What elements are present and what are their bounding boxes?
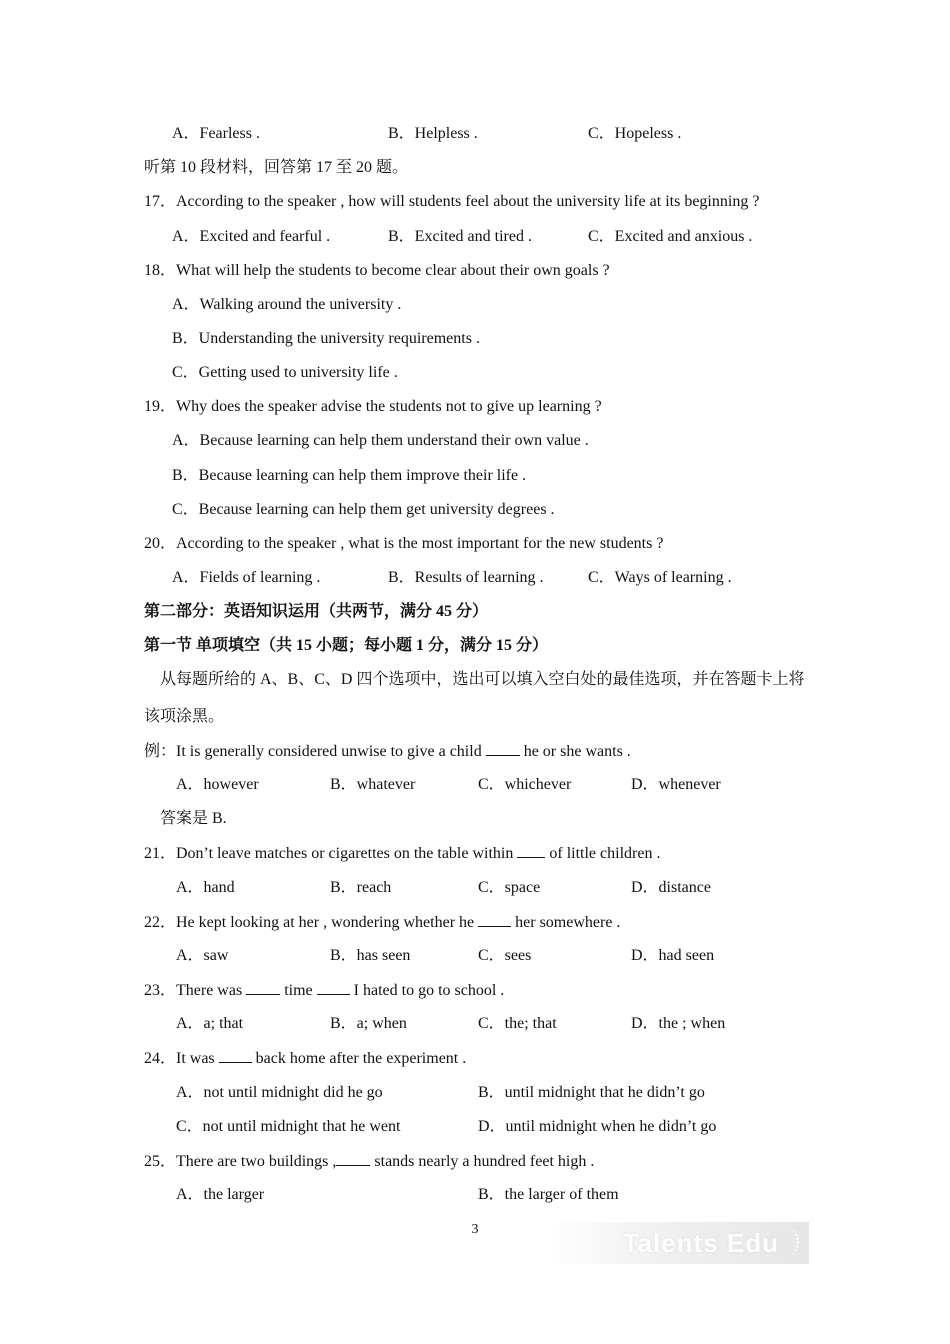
q24-stem	[144, 1048, 466, 1069]
q23-option-c: C．the; that	[478, 1015, 557, 1032]
q23-option-d: D．the ; when	[631, 1015, 726, 1032]
q21-option-b: B．reach	[330, 879, 392, 896]
q17-option-a: A．Excited and fearful .	[172, 228, 331, 245]
q23-option-a: A．a; that	[176, 1015, 244, 1032]
instructions-line2: 该项涂黑。	[144, 708, 225, 725]
q22-blank	[478, 912, 511, 927]
q18-option-b: B．Understanding the university requirements .	[172, 330, 480, 347]
q22-option-a: A．saw	[176, 947, 229, 964]
q21-stem	[144, 843, 660, 864]
example-option-a: A．however	[176, 776, 259, 793]
example-blank	[486, 741, 520, 756]
q17-option-c: C．Excited and anxious .	[588, 228, 753, 245]
q17-stem: 17．According to the speaker , how will students feel about the university life at its beginning ?	[144, 193, 760, 210]
q24-option-a: A．not until midnight did he go	[176, 1084, 383, 1101]
example-option-d: D．whenever	[631, 776, 721, 793]
q18-option-a: A．Walking around the university .	[172, 296, 402, 313]
section10-instruction: 听第 10 段材料，回答第 17 至 20 题。	[144, 159, 409, 176]
q24-stem-pre: 24．It was	[144, 1050, 219, 1067]
q25-stem-pre: 25．There are two buildings ,	[144, 1153, 337, 1170]
part2-heading: 第二部分：英语知识运用（共两节，满分 45 分）	[144, 603, 489, 620]
q24-option-d: D．until midnight when he didn’t go	[478, 1118, 717, 1135]
q25-option-a: A．the larger	[176, 1186, 265, 1203]
q16-option-a: A．Fearless .	[172, 125, 260, 142]
q22-option-c: C．sees	[478, 947, 532, 964]
q20-stem: 20．According to the speaker , what is the most important for the new students ?	[144, 535, 664, 552]
q19-stem: 19．Why does the speaker advise the students not to give up learning ?	[144, 398, 602, 415]
q24-option-b: B．until midnight that he didn’t go	[478, 1084, 705, 1101]
q21-stem-post: of little children .	[545, 845, 661, 862]
q23-option-b: B．a; when	[330, 1015, 407, 1032]
q19-option-a: A．Because learning can help them understand their own value .	[172, 432, 589, 449]
q22-stem-pre: 22．He kept looking at her , wondering whether he	[144, 914, 479, 931]
example-answer: 答案是 B.	[160, 810, 227, 827]
q17-option-b: B．Excited and tired .	[388, 228, 532, 245]
example-option-c: C．whichever	[478, 776, 572, 793]
q16-option-c: C．Hopeless .	[588, 125, 682, 142]
q20-option-a: A．Fields of learning .	[172, 569, 321, 586]
q19-option-b: B．Because learning can help them improve their life .	[172, 467, 527, 484]
q21-option-a: A．hand	[176, 879, 235, 896]
q25-blank	[336, 1151, 370, 1166]
q23-blank-2	[317, 980, 350, 995]
q24-option-c: C．not until midnight that he went	[176, 1118, 401, 1135]
watermark-logo	[548, 1222, 809, 1264]
q23-stem-post: I hated to go to school .	[349, 982, 505, 999]
q21-option-c: C．space	[478, 879, 541, 896]
instructions-line1: 从每题所给的 A、B、C、D 四个选项中，选出可以填入空白处的最佳选项，并在答题卡上将	[160, 671, 805, 688]
q23-blank-1	[246, 980, 280, 995]
example-option-b: B．whatever	[330, 776, 416, 793]
q23-stem	[144, 980, 504, 1001]
q22-option-b: B．has seen	[330, 947, 411, 964]
q24-stem-post: back home after the experiment .	[251, 1050, 467, 1067]
q16-option-b: B．Helpless .	[388, 125, 478, 142]
page-number: 3	[471, 1222, 479, 1237]
q25-option-b: B．the larger of them	[478, 1186, 619, 1203]
example-stem-post: he or she wants .	[519, 743, 631, 760]
q24-blank	[219, 1048, 252, 1063]
q25-stem-post: stands nearly a hundred feet high .	[370, 1153, 595, 1170]
q20-option-c: C．Ways of learning .	[588, 569, 732, 586]
q19-option-c: C．Because learning can help them get university degrees .	[172, 501, 555, 518]
q21-blank	[517, 843, 545, 858]
q23-stem-pre: 23．There was	[144, 982, 247, 999]
example-stem-pre: 例：It is generally considered unwise to give a child	[144, 743, 486, 760]
watermark-text: Talents Edu	[622, 1228, 779, 1258]
q21-stem-pre: 21．Don’t leave matches or cigarettes on the table within	[144, 845, 518, 862]
q20-option-b: B．Results of learning .	[388, 569, 544, 586]
q23-stem-mid: time	[280, 982, 317, 999]
q22-option-d: D．had seen	[631, 947, 715, 964]
q22-stem	[144, 912, 620, 933]
q21-option-d: D．distance	[631, 879, 711, 896]
q22-stem-post: her somewhere .	[511, 914, 621, 931]
watermark-arc-icon	[775, 1226, 799, 1258]
q18-stem: 18．What will help the students to become clear about their own goals ?	[144, 262, 610, 279]
example-stem	[144, 741, 631, 762]
q18-option-c: C．Getting used to university life .	[172, 364, 398, 381]
section1-heading: 第一节 单项填空（共 15 小题；每小题 1 分，满分 15 分）	[144, 637, 549, 654]
q25-stem	[144, 1151, 594, 1172]
